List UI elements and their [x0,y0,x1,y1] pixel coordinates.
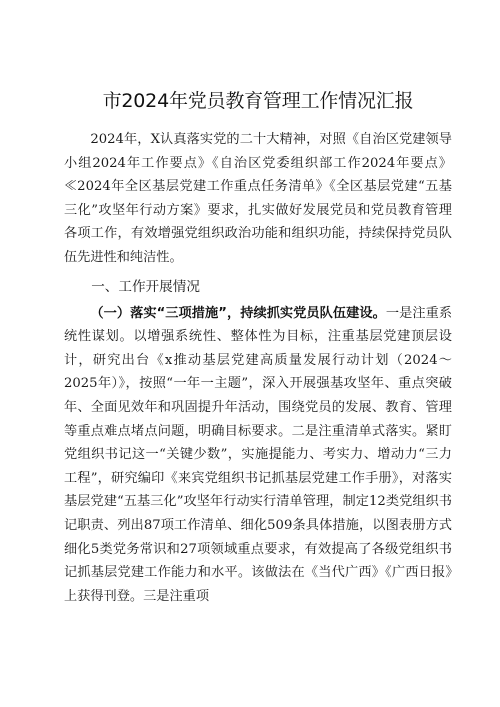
section-heading: 一、工作开展情况 [91,278,200,295]
subsection-paragraph [64,302,452,609]
intro-paragraph: 2024年，X认真落实党的二十大精神，对照《自治区党建领导小组2024年工作要点》《自治区党委组织部工作2024年要点》≪2024年全区基层党建工作重点任务清单》《全区基层党建“五基三化”攻坚年行动方案》要求，扎实做好发展党员和党员教育管理各项工作，有效增强党组织政治功能和组织功能，持续保持党员队伍先进性和纯洁性。 [64,132,452,265]
subsection-body: 一是注重系统性谋划。以增强系统性、整体性为目标，注重基层党建顶层设计，研究出台《x推动基层党建高质量发展行动计划（2024～2025年）》，按照“一年一主题”，深入开展强基攻坚年、重点突破年、全面见效年和巩固提升年活动，围绕党员的发展、教育、管理等重点难点堵点问题，明确目标要求。二是注重清单式落实。紧盯党组织书记这一“关键少数”，实施提能力、考实力、增动力“三力工程”，研究编印《来宾党组织书记抓基层党建工作手册》，对落实基层党建“五基三化”攻坚年行动实行清单管理，制定12类党组织书记职责、列出87项工作清单、细化509条具体措施，以图表册方式细化5类党务常识和27项领域重点要求，有效提高了各级党组织书记抓基层党建工作能力和水平。该做法在《当代广西》《广西日报》上获得刊登。三是注重项 [64,305,453,604]
subsection-lead: （一）落实“三项措施”，持续抓实党员队伍建设。 [90,305,386,321]
document-title: 市2024年党员教育管理工作情况汇报 [102,90,414,112]
